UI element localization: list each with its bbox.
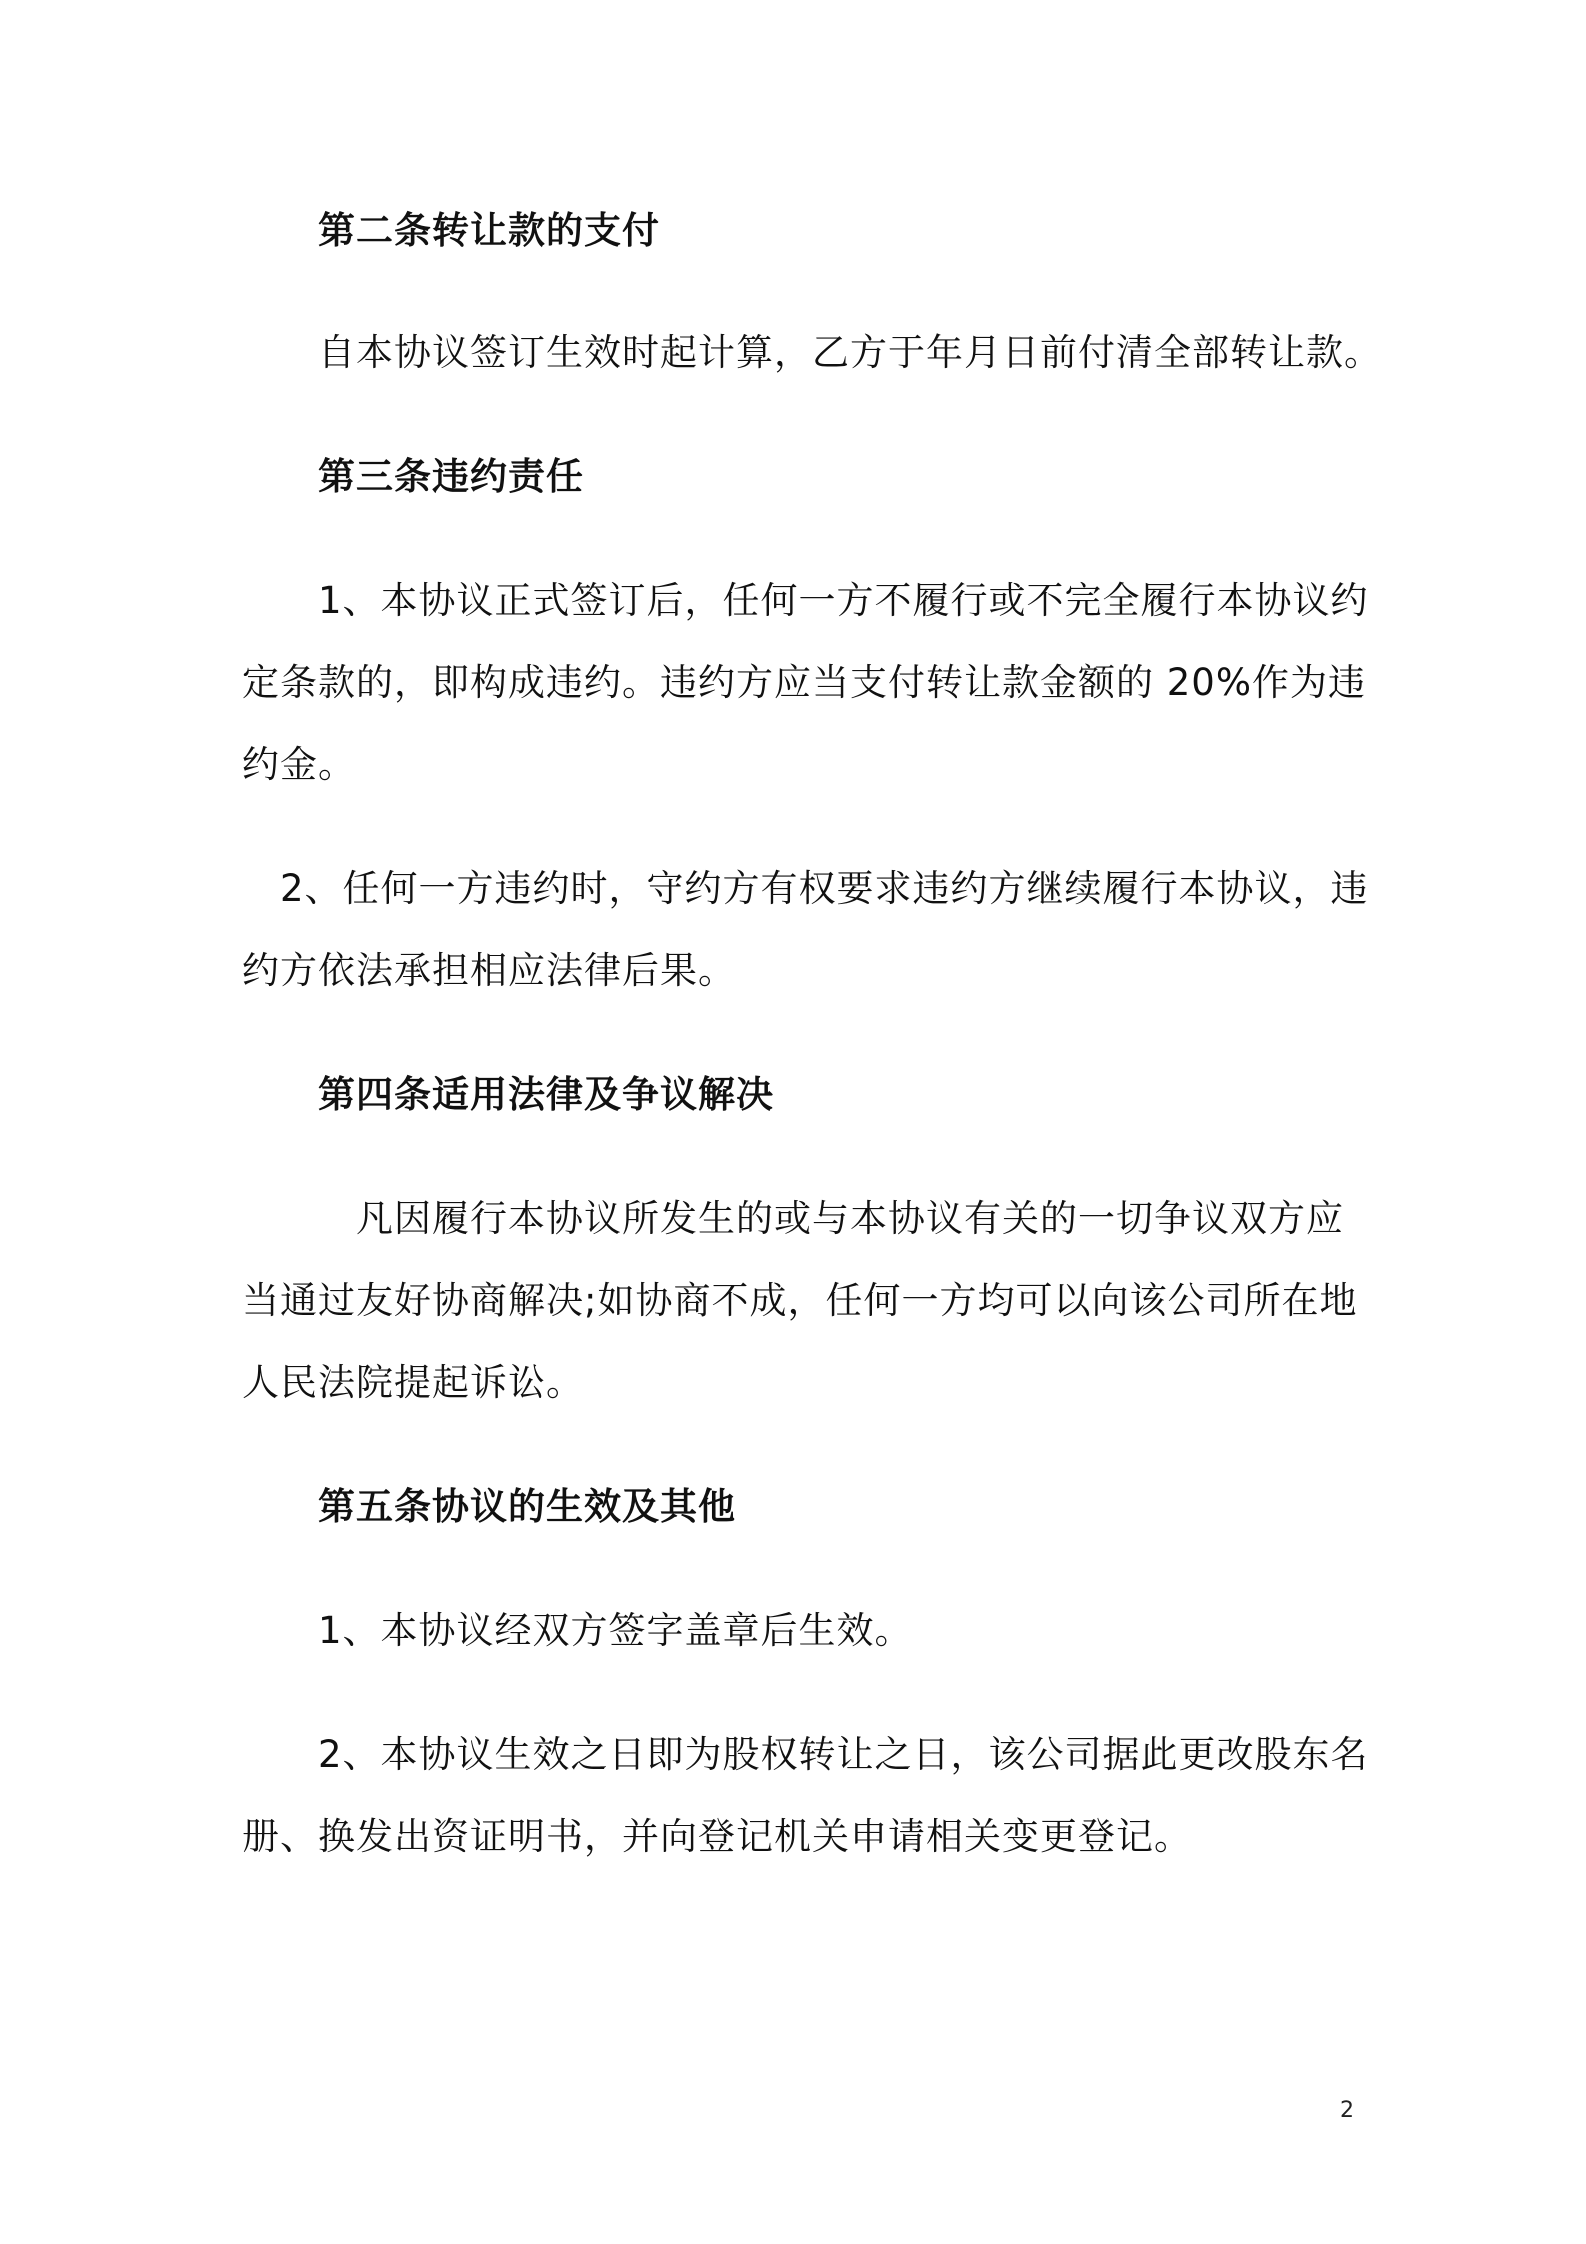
article3-heading: 第三条违约责任: [318, 455, 584, 498]
article2-body: 自本协议签订生效时起计算，乙方于年月日前付清全部转让款。: [318, 331, 1382, 374]
article2-heading: 第二条转让款的支付: [318, 209, 660, 252]
article4-line2: 当通过友好协商解决;如协商不成，任何一方均可以向该公司所在地: [242, 1279, 1358, 1322]
article5-item2-line1: 2、本协议生效之日即为股权转让之日，该公司据此更改股东名: [318, 1733, 1369, 1776]
article3-item2-line1: 2、任何一方违约时，守约方有权要求违约方继续履行本协议，违: [280, 867, 1369, 910]
article3-item1-line1: 1、本协议正式签订后，任何一方不履行或不完全履行本协议约: [318, 579, 1369, 622]
article5-item2-line2: 册、换发出资证明书，并向登记机关申请相关变更登记。: [242, 1815, 1192, 1858]
article5-heading: 第五条协议的生效及其他: [318, 1485, 736, 1528]
article5-item1: 1、本协议经双方签字盖章后生效。: [318, 1609, 913, 1652]
page-number: 2: [1340, 2098, 1354, 2123]
article3-item1-line3: 约金。: [242, 743, 356, 786]
article4-heading: 第四条适用法律及争议解决: [318, 1073, 774, 1116]
article3-item2-line2: 约方依法承担相应法律后果。: [242, 949, 736, 992]
article4-line3: 人民法院提起诉讼。: [242, 1361, 584, 1404]
article4-line1: 凡因履行本协议所发生的或与本协议有关的一切争议双方应: [356, 1197, 1344, 1240]
article3-item1-line2: 定条款的，即构成违约。违约方应当支付转让款金额的 20%作为违: [242, 661, 1366, 704]
